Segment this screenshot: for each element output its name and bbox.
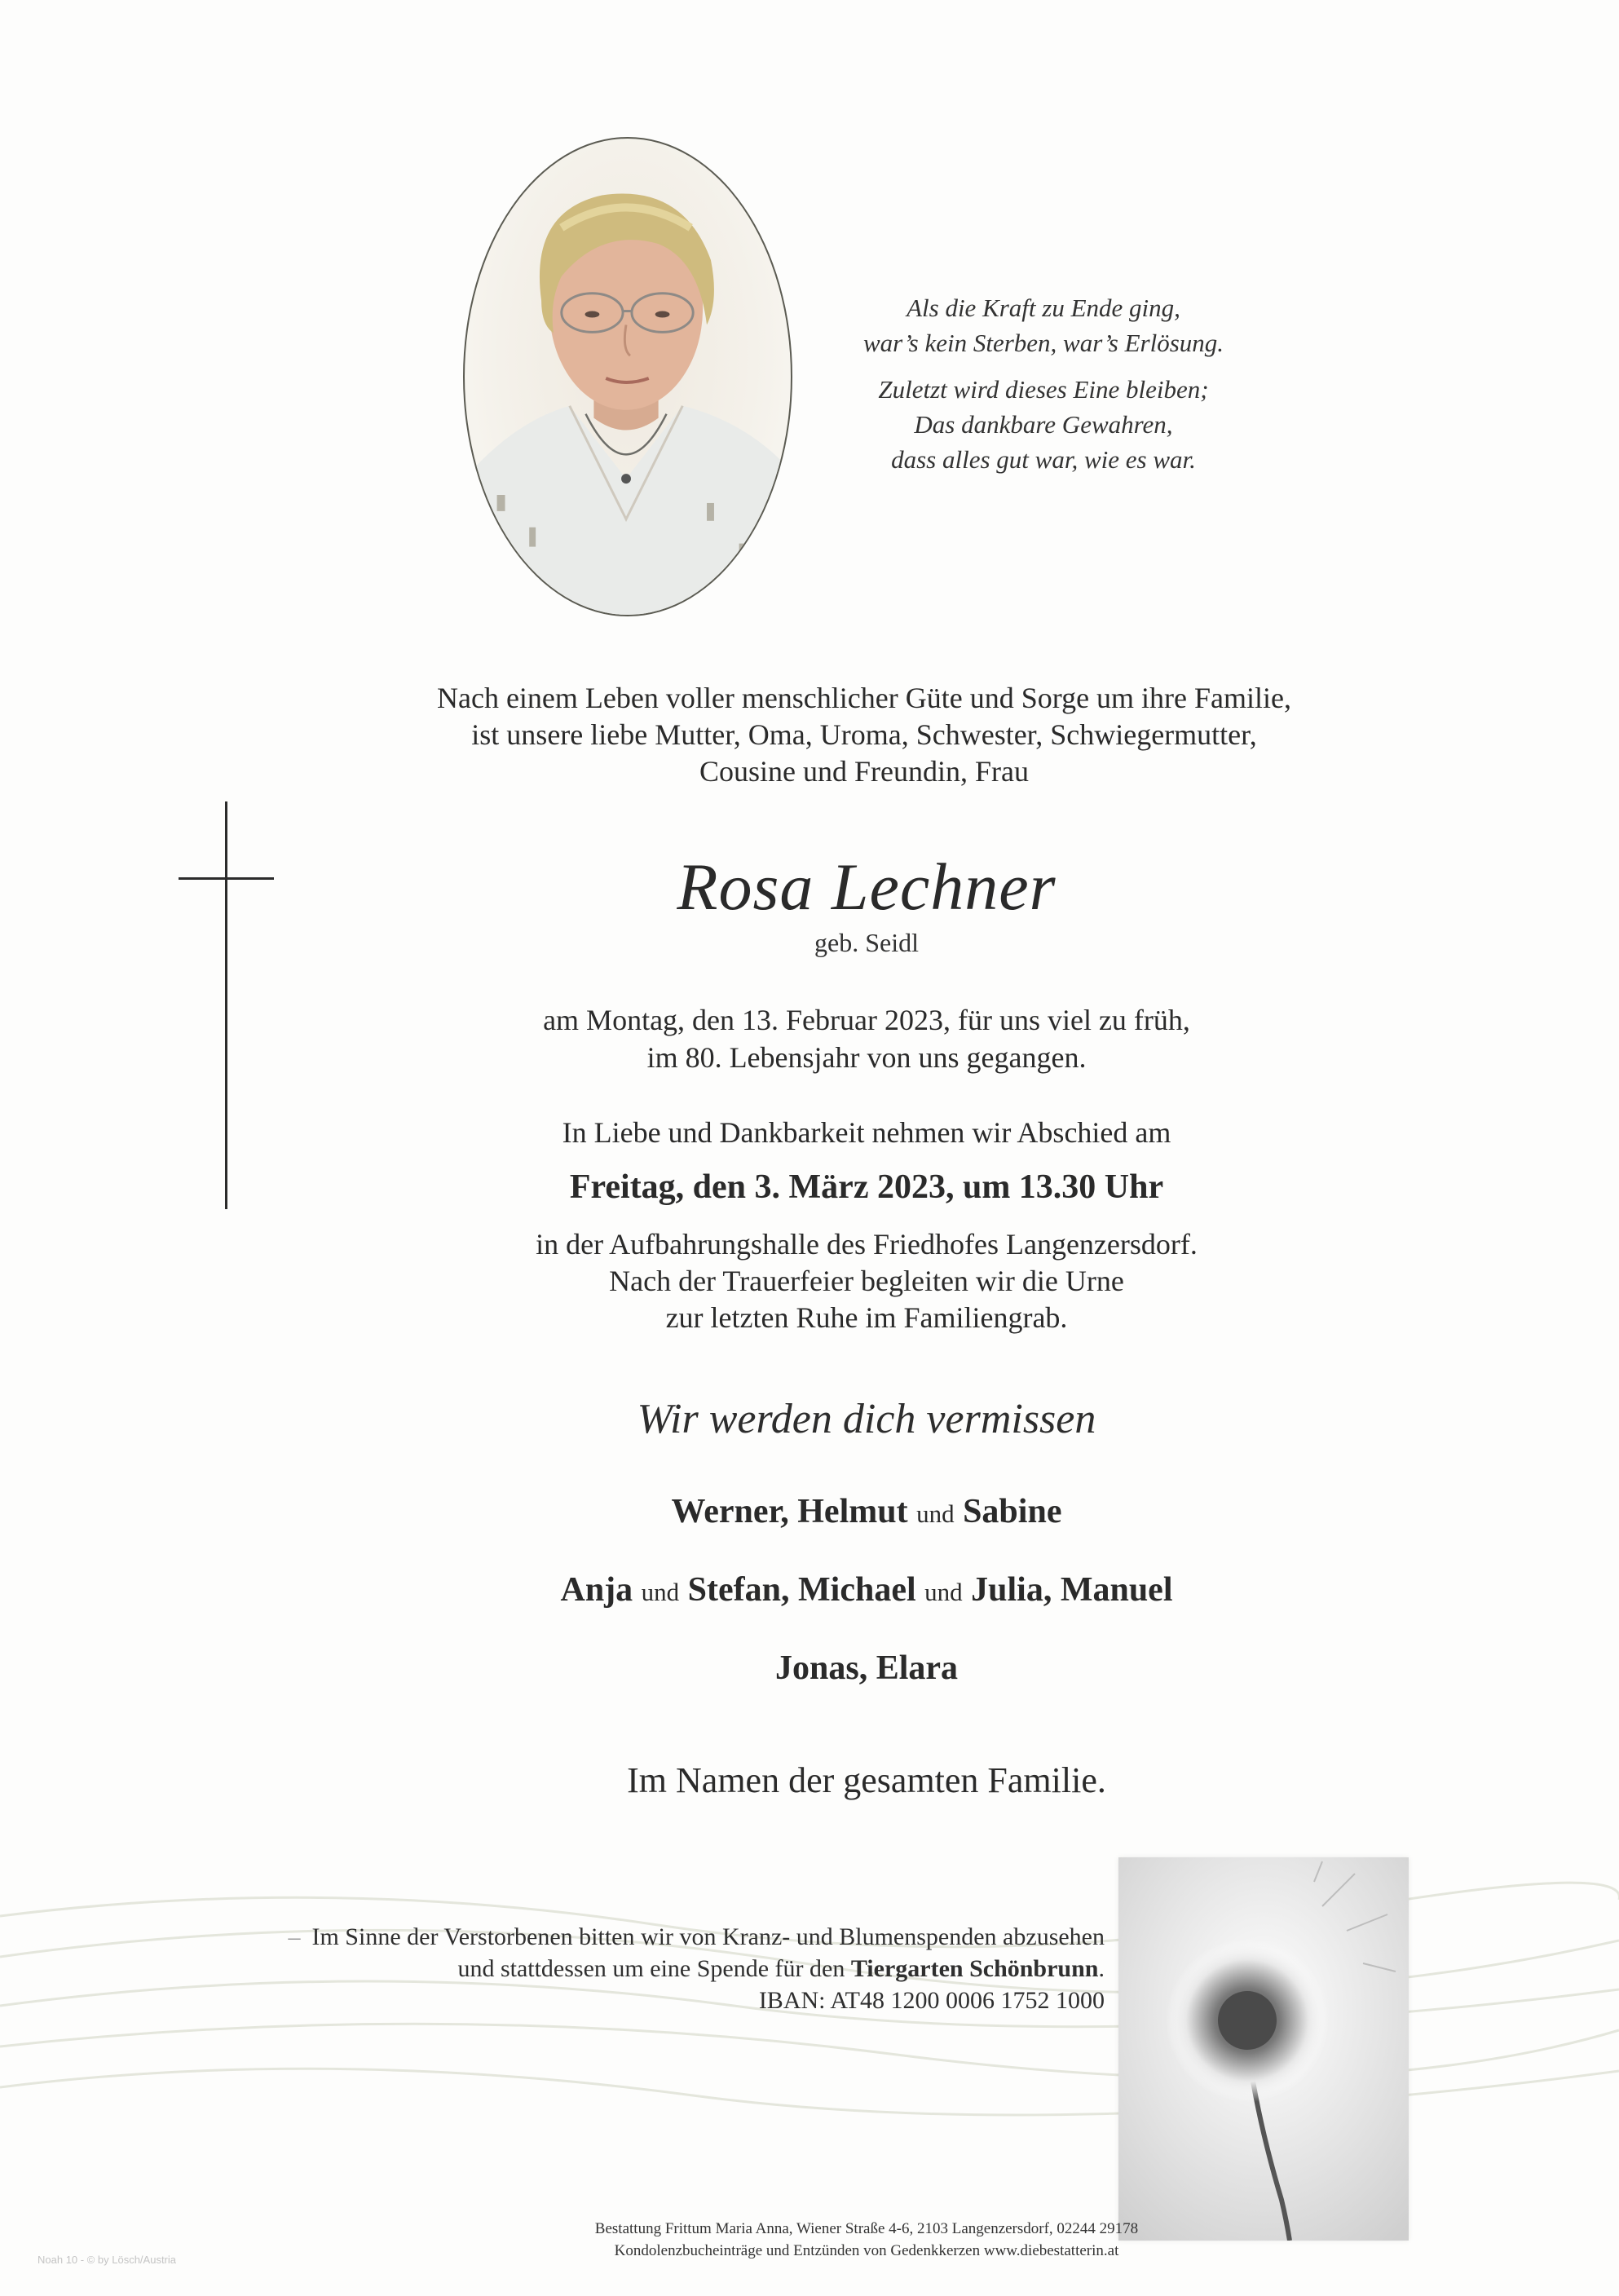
portrait-photo xyxy=(463,137,792,616)
death-details xyxy=(326,1001,1407,1076)
family-names: Werner, Helmut xyxy=(671,1493,908,1530)
location-line: Nach der Trauerfeier begleiten wir die Urne xyxy=(609,1265,1124,1297)
family-names: Jonas, Elara xyxy=(774,1649,959,1687)
poem-stanza-1 xyxy=(815,290,1272,360)
donation-line-1 xyxy=(171,1921,1105,1953)
intro-line: ist unsere liebe Mutter, Oma, Uroma, Schwester, Schwiegermutter, xyxy=(471,718,1257,751)
miss-you-text: Wir werden dich vermissen xyxy=(637,1396,1096,1442)
family-names: Stefan, Michael xyxy=(687,1571,916,1609)
footer-address: Bestattung Frittum Maria Anna, Wiener Straße 4-6, 2103 Langenzersdorf, 02244 29178 xyxy=(594,2220,1139,2237)
donation-text: und stattdessen um eine Spende für den xyxy=(457,1955,845,1982)
poem-line: dass alles gut war, wie es war. xyxy=(891,445,1196,474)
conjunction: und xyxy=(924,1578,963,1606)
poem-stanza-2 xyxy=(815,372,1272,477)
conjunction: und xyxy=(916,1499,955,1528)
cross-icon-vertical xyxy=(225,801,227,1209)
family-names: Sabine xyxy=(963,1493,1062,1530)
conjunction: und xyxy=(641,1578,680,1606)
dandelion-image xyxy=(1118,1857,1409,2241)
family-names: Julia, Manuel xyxy=(971,1571,1173,1609)
dash: – xyxy=(288,1923,301,1950)
family-row-2 xyxy=(326,1567,1407,1615)
poem-line: Das dankbare Gewahren, xyxy=(914,410,1173,439)
deceased-name: Rosa Lechner xyxy=(677,850,1057,924)
ceremony-intro: In Liebe und Dankbarkeit nehmen wir Abschied am xyxy=(562,1116,1171,1149)
footer xyxy=(326,2218,1407,2262)
donation-organization: Tiergarten Schönbrunn xyxy=(850,1955,1099,1982)
donation-iban: IBAN: AT48 1200 0006 1752 1000 xyxy=(758,1987,1105,2014)
poem-line: war’s kein Sterben, war’s Erlösung. xyxy=(862,329,1224,357)
donation-note xyxy=(171,1921,1105,2016)
born-name: geb. Seidl xyxy=(814,928,919,957)
cross-icon-horizontal xyxy=(179,877,274,880)
family-row-1 xyxy=(326,1489,1407,1537)
donation-text: . xyxy=(1098,1955,1105,1982)
family-row-3 xyxy=(326,1645,1407,1691)
ceremony-date: Freitag, den 3. März 2023, um 13.30 Uhr xyxy=(569,1168,1164,1206)
family-names: Anja xyxy=(560,1571,633,1609)
location-line: zur letzten Ruhe im Familiengrab. xyxy=(665,1301,1068,1334)
location-line: in der Aufbahrungshalle des Friedhofes Langenzersdorf. xyxy=(536,1228,1198,1261)
poem-line: Zuletzt wird dieses Eine bleiben; xyxy=(878,375,1209,404)
intro-line: Cousine und Freundin, Frau xyxy=(699,755,1029,788)
intro-text xyxy=(326,680,1402,790)
footer-website: Kondolenzbucheinträge und Entzünden von Gedenkkerzen www.diebestatterin.at xyxy=(614,2242,1119,2259)
poem xyxy=(815,290,1272,488)
ceremony-location xyxy=(326,1226,1407,1336)
signoff: Im Namen der gesamten Familie. xyxy=(627,1760,1106,1800)
watermark: Noah 10 - © by Lösch/Austria xyxy=(37,2254,176,2266)
death-line: am Montag, den 13. Februar 2023, für uns viel zu früh, xyxy=(543,1004,1190,1036)
donation-text: Im Sinne der Verstorbenen bitten wir von Kranz- und Blumenspenden abzusehen xyxy=(311,1923,1105,1950)
poem-line: Als die Kraft zu Ende ging, xyxy=(907,294,1180,322)
death-line: im 80. Lebensjahr von uns gegangen. xyxy=(646,1041,1087,1074)
donation-line-2 xyxy=(171,1953,1105,1985)
intro-line: Nach einem Leben voller menschlicher Güte und Sorge um ihre Familie, xyxy=(436,682,1292,714)
